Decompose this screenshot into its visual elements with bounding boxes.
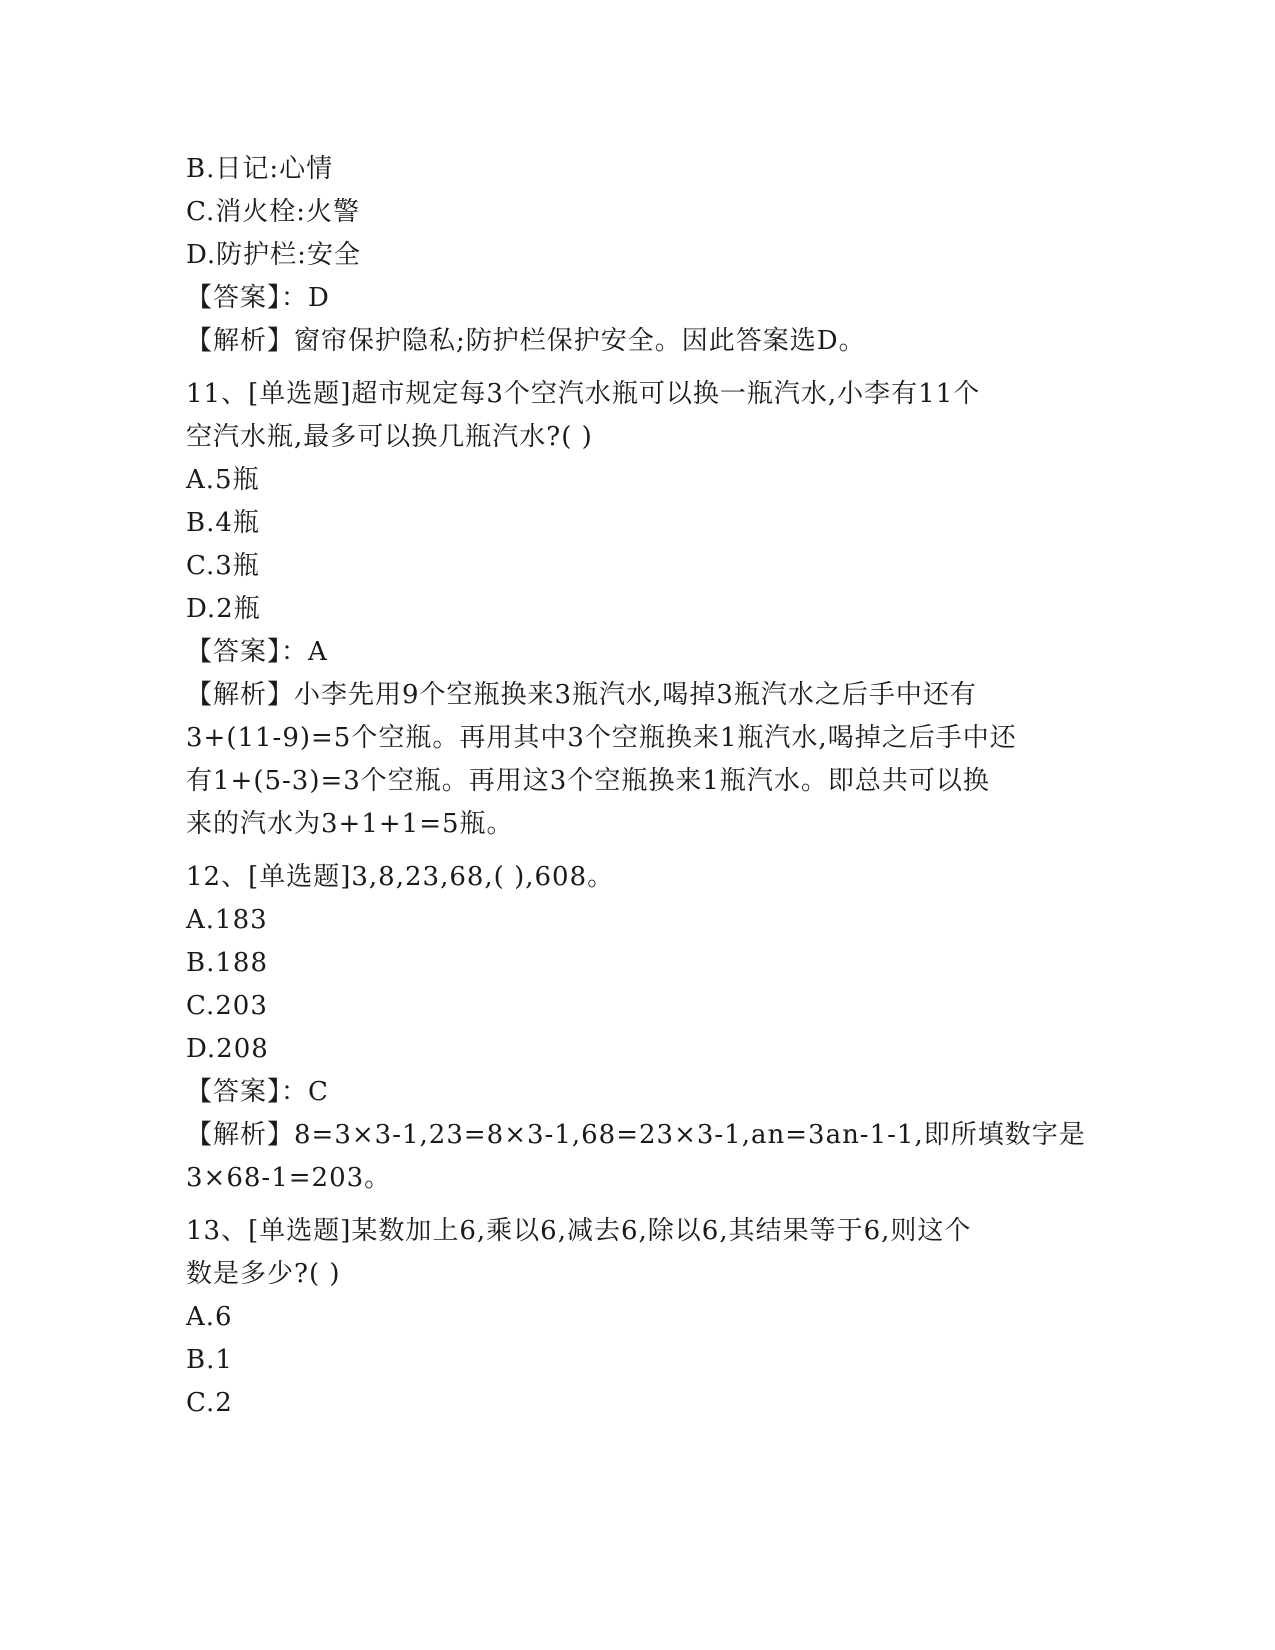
option-d: D.防护栏:安全 <box>186 240 361 270</box>
analysis-line: 3×68-1=203。 <box>186 1163 392 1193</box>
option-a: A.5瓶 <box>186 465 260 495</box>
question-stem-line: 空汽水瓶,最多可以换几瓶汽水?( ) <box>186 422 593 452</box>
option-d: D.208 <box>186 1034 269 1064</box>
analysis-line: 来的汽水为3+1+1=5瓶。 <box>186 809 514 839</box>
option-a: A.183 <box>186 905 268 935</box>
option-b: B.1 <box>186 1345 233 1375</box>
option-b: B.4瓶 <box>186 508 260 538</box>
option-c: C.3瓶 <box>186 551 260 581</box>
option-b: B.188 <box>186 948 268 978</box>
option-d: D.2瓶 <box>186 594 261 624</box>
analysis-line: 3+(11-9)=5个空瓶。再用其中3个空瓶换来1瓶汽水,喝掉之后手中还 <box>186 723 1017 753</box>
option-c: C.消火栓:火警 <box>186 197 360 227</box>
analysis-line: 【解析】小李先用9个空瓶换来3瓶汽水,喝掉3瓶汽水之后手中还有 <box>186 680 977 710</box>
question-stem-line: 12、[单选题]3,8,23,68,( ),608。 <box>186 862 615 892</box>
option-b: B.日记:心情 <box>186 154 334 184</box>
option-c: C.2 <box>186 1388 233 1418</box>
analysis: 【解析】窗帘保护隐私;防护栏保护安全。因此答案选D。 <box>186 326 866 356</box>
page-content <box>186 148 1086 1425</box>
option-a: A.6 <box>186 1302 233 1332</box>
answer: 【答案】：C <box>186 1077 329 1107</box>
question-10-tail <box>186 148 1086 363</box>
answer: 【答案】：D <box>186 283 330 313</box>
question-12 <box>186 856 1086 1200</box>
question-stem-line: 数是多少?( ) <box>186 1259 341 1289</box>
answer: 【答案】：A <box>186 637 328 667</box>
question-stem-line: 13、[单选题]某数加上6,乘以6,减去6,除以6,其结果等于6,则这个 <box>186 1216 972 1246</box>
analysis-line: 有1+(5-3)=3个空瓶。再用这3个空瓶换来1瓶汽水。即总共可以换 <box>186 766 990 796</box>
option-c: C.203 <box>186 991 268 1021</box>
analysis-line: 【解析】8=3×3-1,23=8×3-1,68=23×3-1,an=3an-1-1,即所填数字是 <box>186 1120 1086 1150</box>
question-11 <box>186 373 1086 846</box>
question-13 <box>186 1210 1086 1425</box>
question-stem-line: 11、[单选题]超市规定每3个空汽水瓶可以换一瓶汽水,小李有11个 <box>186 379 981 409</box>
